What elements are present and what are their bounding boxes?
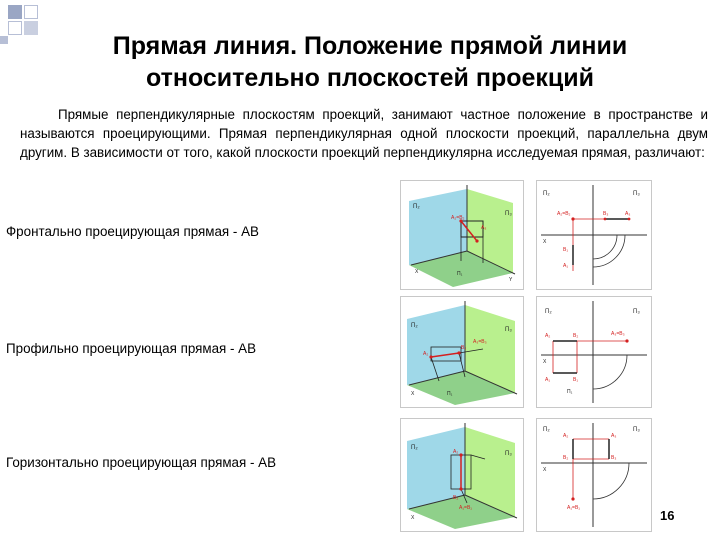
- svg-text:X: X: [411, 515, 415, 521]
- svg-text:П₂: П₂: [413, 204, 420, 210]
- svg-text:A₃: A₃: [625, 211, 631, 217]
- svg-text:A₃=B₃: A₃=B₃: [473, 339, 487, 345]
- page-title: [60, 30, 680, 94]
- svg-text:B₁: B₁: [563, 247, 569, 253]
- profile-3d-diagram: [400, 296, 524, 408]
- svg-text:A₃: A₃: [611, 433, 617, 439]
- profile-epure-diagram: [536, 296, 652, 408]
- svg-text:X: X: [543, 239, 547, 245]
- svg-text:B₃: B₃: [611, 455, 617, 461]
- svg-text:П₂: П₂: [545, 309, 552, 315]
- svg-text:A₂: A₂: [545, 333, 551, 339]
- intro-paragraph: Прямые перпендикулярные плоскостям проекций, занимают частное положение в пространстве и называются проецирующими. Прямая перпендикулярная одной плоскости проекций, параллельна двум другим. В зависимости от того, какой плоскости проекций перпендикулярна исследуемая прямая, различают:: [20, 107, 708, 160]
- svg-text:B₁: B₁: [573, 377, 579, 383]
- frontal-3d-diagram: [400, 180, 524, 290]
- svg-text:X: X: [411, 391, 415, 397]
- svg-text:П₃: П₃: [633, 309, 640, 315]
- svg-text:B₃: B₃: [603, 211, 609, 217]
- svg-text:A₂=B₂: A₂=B₂: [451, 215, 465, 221]
- svg-text:A₃: A₃: [481, 225, 487, 231]
- svg-text:X: X: [543, 467, 547, 473]
- svg-text:П₃: П₃: [633, 191, 640, 197]
- svg-text:A₂: A₂: [423, 351, 429, 357]
- svg-text:A₂=B₂: A₂=B₂: [557, 211, 571, 217]
- svg-text:П₂: П₂: [543, 191, 550, 197]
- svg-text:A₂: A₂: [453, 449, 459, 455]
- svg-text:B₂: B₂: [563, 455, 569, 461]
- label-horizontal-projecting-line: Горизонтально проецирующая прямая - АВ: [6, 455, 277, 470]
- svg-text:П₁: П₁: [567, 389, 573, 395]
- page-number: 16: [660, 508, 675, 523]
- svg-text:B₂: B₂: [453, 495, 459, 501]
- title-line-2: относительно плоскостей проекций: [145, 64, 595, 92]
- label-frontal-projecting-line: Фронтально проецирующая прямая - АВ: [6, 224, 259, 239]
- svg-text:A₃=B₃: A₃=B₃: [611, 331, 625, 337]
- svg-text:П₁: П₁: [457, 271, 463, 277]
- svg-text:П₃: П₃: [633, 427, 640, 433]
- svg-text:X: X: [543, 359, 547, 365]
- svg-text:X: X: [415, 269, 419, 275]
- frontal-epure-diagram: [536, 180, 652, 290]
- svg-text:B₂: B₂: [461, 345, 467, 351]
- svg-text:A₁=B₁: A₁=B₁: [567, 505, 580, 511]
- svg-text:A₁=B₁: A₁=B₁: [459, 505, 472, 511]
- svg-text:Y: Y: [509, 277, 513, 283]
- svg-text:П₃: П₃: [505, 211, 512, 217]
- svg-text:П₃: П₃: [505, 451, 512, 457]
- svg-text:П₃: П₃: [505, 327, 512, 333]
- svg-text:П₂: П₂: [411, 323, 418, 329]
- label-profile-projecting-line: Профильно проецирующая прямая - АВ: [6, 341, 257, 356]
- svg-text:A₁: A₁: [545, 377, 551, 383]
- horizontal-epure-diagram: [536, 418, 652, 532]
- svg-text:A₁: A₁: [563, 263, 569, 269]
- svg-text:П₁: П₁: [447, 391, 453, 397]
- horizontal-3d-diagram: [400, 418, 524, 532]
- svg-text:B₂: B₂: [573, 333, 579, 339]
- title-line-1: Прямая линия. Положение прямой линии: [112, 32, 628, 60]
- svg-text:A₂: A₂: [563, 433, 569, 439]
- svg-text:П₂: П₂: [543, 427, 550, 433]
- svg-text:П₂: П₂: [411, 445, 418, 451]
